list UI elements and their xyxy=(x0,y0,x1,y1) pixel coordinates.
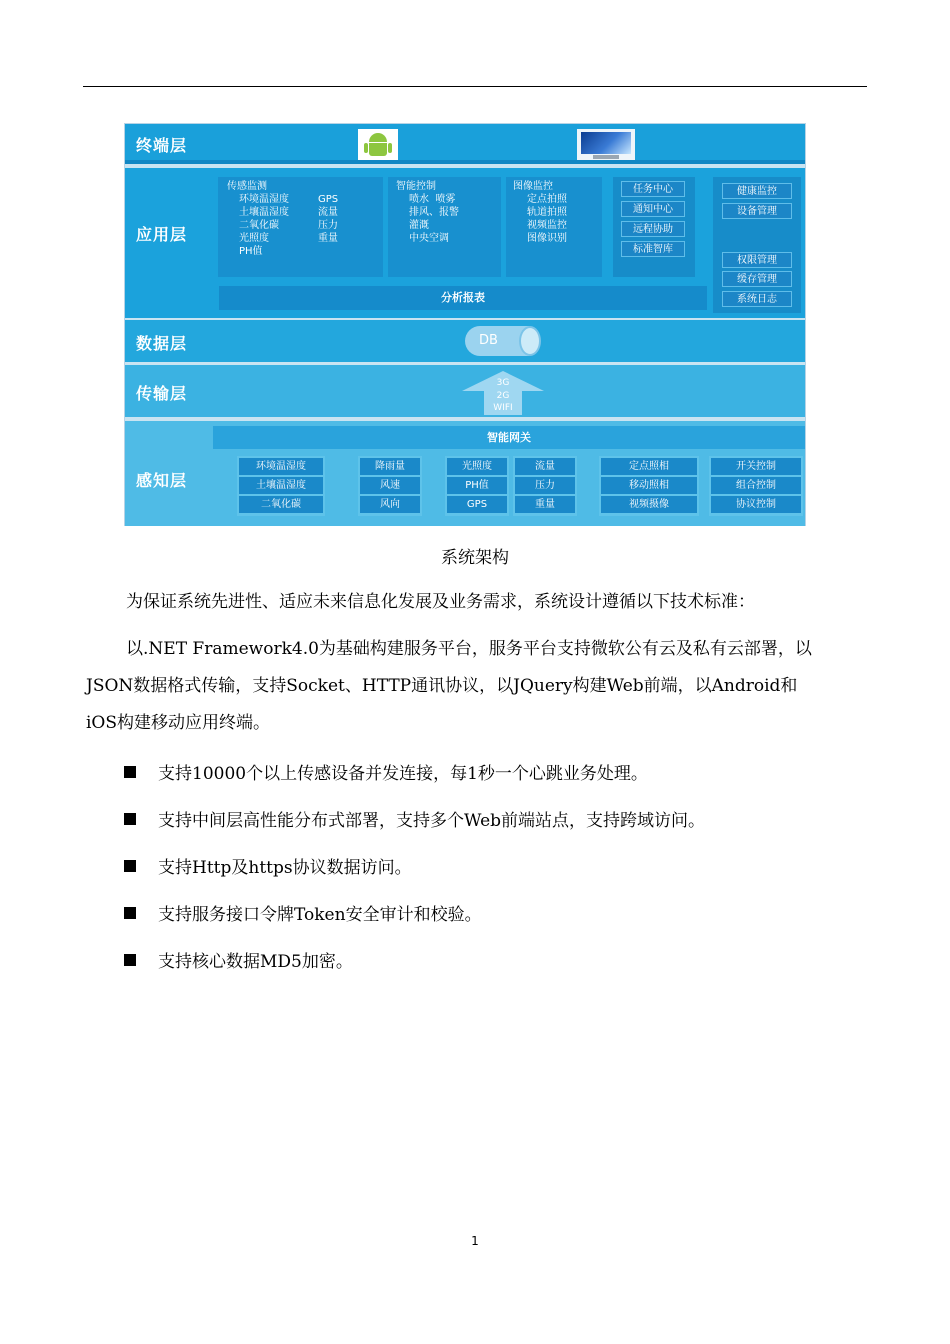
management-box: 健康监控 设备管理 权限管理 缓存管理 系统日志 xyxy=(713,177,801,313)
bullet-square-icon xyxy=(124,813,136,825)
architecture-diagram xyxy=(124,123,806,526)
data-layer xyxy=(125,320,805,362)
monitor-icon xyxy=(577,129,635,162)
bullet-square-icon xyxy=(124,766,136,778)
tech-standards-paragraph: 以.NET Framework4.0为基础构建服务平台，服务平台支持微软公有云及私有云部署，以 JSON数据格式传输，支持Socket、HTTP通讯协议，以JQuery构建Web前端，以Android和 iOS构建移动应用终端。 xyxy=(86,639,812,733)
bullet-item: 支持核心数据MD5加密。 xyxy=(124,947,353,972)
analysis-report-bar: 分析报表 xyxy=(219,286,707,310)
sensor-group-2: 降雨量 风速 风向 xyxy=(358,456,422,516)
intro-paragraph: 为保证系统先进性、适应未来信息化发展及业务需求，系统设计遵循以下技术标准： xyxy=(126,592,755,612)
sensor-group-3: 光照度 PH值 GPS xyxy=(445,456,509,516)
bullet-square-icon xyxy=(124,860,136,872)
perception-layer-title: 感知层 xyxy=(136,471,188,490)
transport-layer: 传输层 3G 2G WIFI xyxy=(125,365,805,417)
bullet-square-icon xyxy=(124,954,136,966)
transport-layer-title: 传输层 xyxy=(136,384,188,403)
sensor-group-1: 环境温湿度 土壤温湿度 二氧化碳 xyxy=(237,456,325,516)
page-number: 1 xyxy=(471,1234,479,1248)
header-rule xyxy=(83,86,867,87)
control-group: 开关控制 组合控制 协议控制 xyxy=(709,456,803,516)
bullet-item: 支持服务接口令牌Token安全审计和校验。 xyxy=(124,900,482,925)
camera-group: 定点照相 移动照相 视频摄像 xyxy=(599,456,699,516)
application-layer xyxy=(125,168,805,318)
bullet-item: 支持中间层高性能分布式部署，支持多个Web前端站点，支持跨域访问。 xyxy=(124,806,705,831)
database-icon: DB xyxy=(465,326,541,356)
figure-caption: 系统架构 xyxy=(441,548,509,568)
perception-layer xyxy=(125,421,805,526)
android-icon xyxy=(358,129,398,161)
bullet-item: 支持10000个以上传感设备并发连接，每1秒一个心跳业务处理。 xyxy=(124,759,648,784)
image-monitor-box: 图像监控 定点拍照 轨道拍照 视频监控 图像识别 xyxy=(506,177,602,277)
application-layer-title: 应用层 xyxy=(136,225,188,244)
data-layer-title: 数据层 xyxy=(136,334,188,353)
terminal-layer-title: 终端层 xyxy=(136,136,188,155)
bullet-square-icon xyxy=(124,907,136,919)
smart-control-box: 智能控制 喷水 喷雾 排风、报警 灌溉 中央空调 xyxy=(388,177,501,277)
smart-gateway-bar: 智能网关 xyxy=(213,426,805,449)
bullet-item: 支持Http及https协议数据访问。 xyxy=(124,853,412,878)
task-box: 任务中心 通知中心 远程协助 标准智库 xyxy=(613,177,695,277)
sensor-group-4: 流量 压力 重量 xyxy=(513,456,577,516)
sensor-monitor-box: 传感监测 环境温湿度 土壤温湿度 二氧化碳 光照度 PH值 GPS 流量 压力 重量 xyxy=(218,177,383,277)
terminal-layer xyxy=(125,124,805,164)
